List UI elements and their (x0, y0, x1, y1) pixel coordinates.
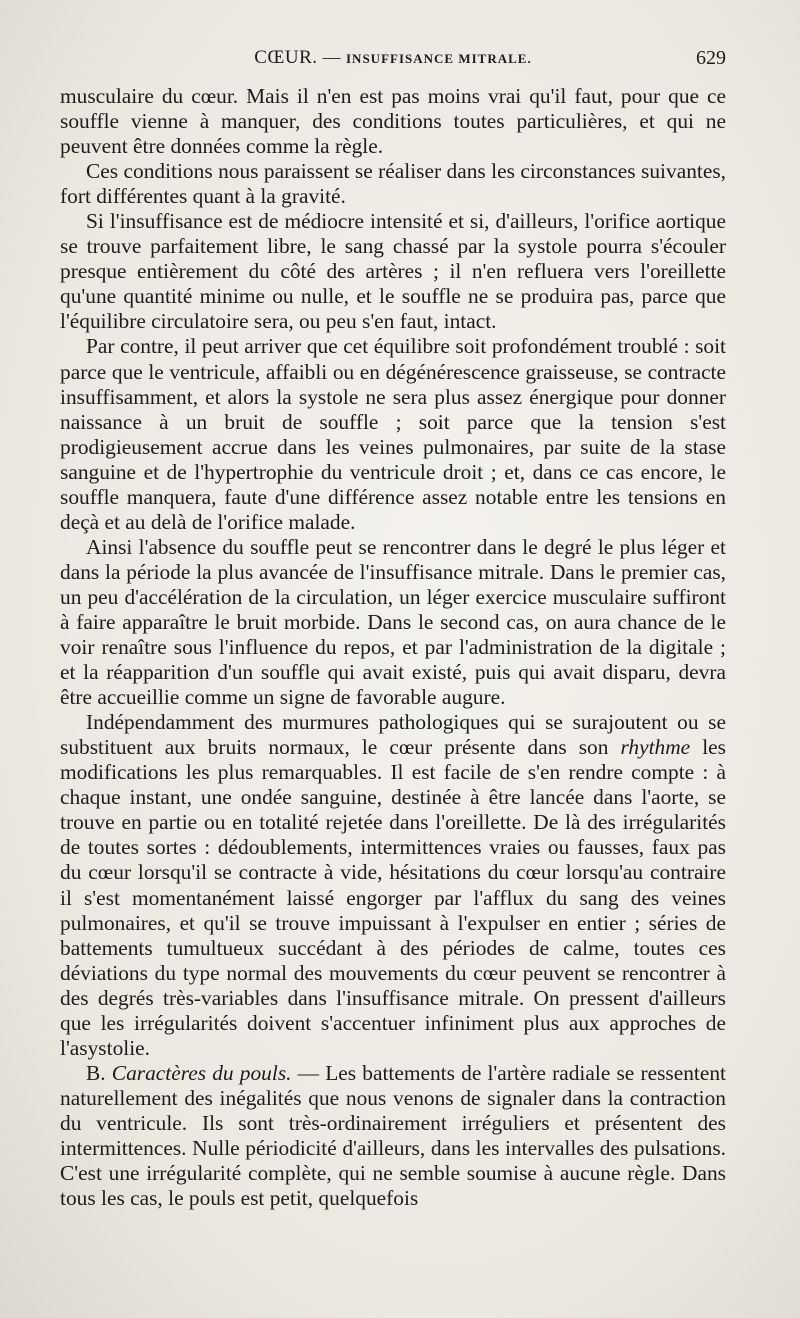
paragraph-rhythm (60, 710, 726, 1061)
running-title-separator: — (322, 47, 341, 67)
running-title (60, 47, 726, 69)
paragraph-continuation: musculaire du cœur. Mais il n'en est pas moins vrai qu'il faut, pour que ce souffle vienne à manquer, des conditions toutes particulières, et qui ne peuvent être données comme la règle. (60, 84, 726, 159)
paragraph-pulse-section (60, 1061, 726, 1211)
paragraph: Par contre, il peut arriver que cet équilibre soit profondément troublé : soit parce que le ventricule, affaibli ou en dégénérescence graisseuse, se contracte insuffisamment, et alors la systole ne sera plus assez énergique pour donner naissance à un bruit de souffle ; soit parce que la tension s'est prodigieusement accrue dans les veines pulmonaires, par suite de la stase sanguine et de l'hypertrophie du ventricule droit ; et, dans ce cas encore, le souffle manquera, faute d'une différence assez notable entre les tensions en deçà et au delà de l'orifice malade. (60, 334, 726, 534)
italic-term: rhythme (620, 735, 691, 760)
paragraph: Ainsi l'absence du souffle peut se rencontrer dans le degré le plus léger et dans la période la plus avancée de l'insuffisance mitrale. Dans le premier cas, un peu d'accélération de la circulation, un léger exercice musculaire suffiront à faire apparaître le bruit morbide. Dans le second cas, on aura chance de le voir renaître sous l'influence du repos, et par l'administration de la digitale ; et la réapparition d'un souffle qui avait existé, puis qui avait disparu, devra être accueillie comme un signe de favorable augure. (60, 534, 726, 710)
running-title-sub: INSUFFISANCE MITRALE. (346, 51, 532, 66)
paragraph-text: — Les battements de l'artère radiale se ressentent naturellement des inégalités que nous venons de signaler dans la contraction du ventricule. Ils sont très-ordinairement irréguliers et présentent des intermittences. Nulle périodicité d'ailleurs, dans les intervalles des pulsations. C'est une irrégularité complète, qui ne semble soumise à aucune règle. Dans tous les cas, le pouls est petit, quelquefois (60, 1060, 726, 1211)
page-header (60, 47, 726, 75)
running-title-main: CŒUR. (254, 47, 318, 68)
section-letter: B. (86, 1060, 112, 1085)
page-number: 629 (696, 47, 726, 69)
paragraph: Si l'insuffisance est de médiocre intensité et si, d'ailleurs, l'orifice aortique se trouve parfaitement libre, le sang chassé par la systole pourra s'écouler presque entièrement du côté des artères ; il n'en refluera vers l'oreillette qu'une quantité minime ou nulle, et le souffle ne se produira pas, parce que l'équilibre circulatoire sera, ou peu s'en faut, intact. (60, 209, 726, 334)
paragraph: Ces conditions nous paraissent se réaliser dans les circonstances suivantes, fort différentes quant à la gravité. (60, 159, 726, 209)
paragraph-text: les modifications les plus remarquables. Il est facile de s'en rendre compte : à chaque instant, une ondée sanguine, destinée à être lancée dans l'aorte, se trouve en partie ou en totalité rejetée dans l'oreillette. De là des irrégularités de toutes sortes : dédoublements, intermittences vraies ou fausses, faux pas du cœur lorsqu'il se contracte à vide, hésitations du cœur lorsqu'au contraire il s'est momentanément laissé engorger par l'afflux du sang des veines pulmonaires, et qu'il se trouve impuissant à l'expulser en entier ; séries de battements tumultueux succédant à des périodes de calme, toutes ces déviations du type normal des mouvements du cœur peuvent se rencontrer à des degrés très-variables dans l'insuffisance mitrale. On pressent d'ailleurs que les irrégularités doivent s'accentuer infiniment plus aux approches de l'asystolie. (60, 735, 726, 1060)
paragraph-text: Indépendamment des murmures pathologiques qui se surajoutent ou se substituent aux bruits normaux, le cœur présente dans son (60, 710, 726, 760)
section-heading: Caractères du pouls. (111, 1060, 292, 1085)
body-text (60, 84, 726, 1211)
